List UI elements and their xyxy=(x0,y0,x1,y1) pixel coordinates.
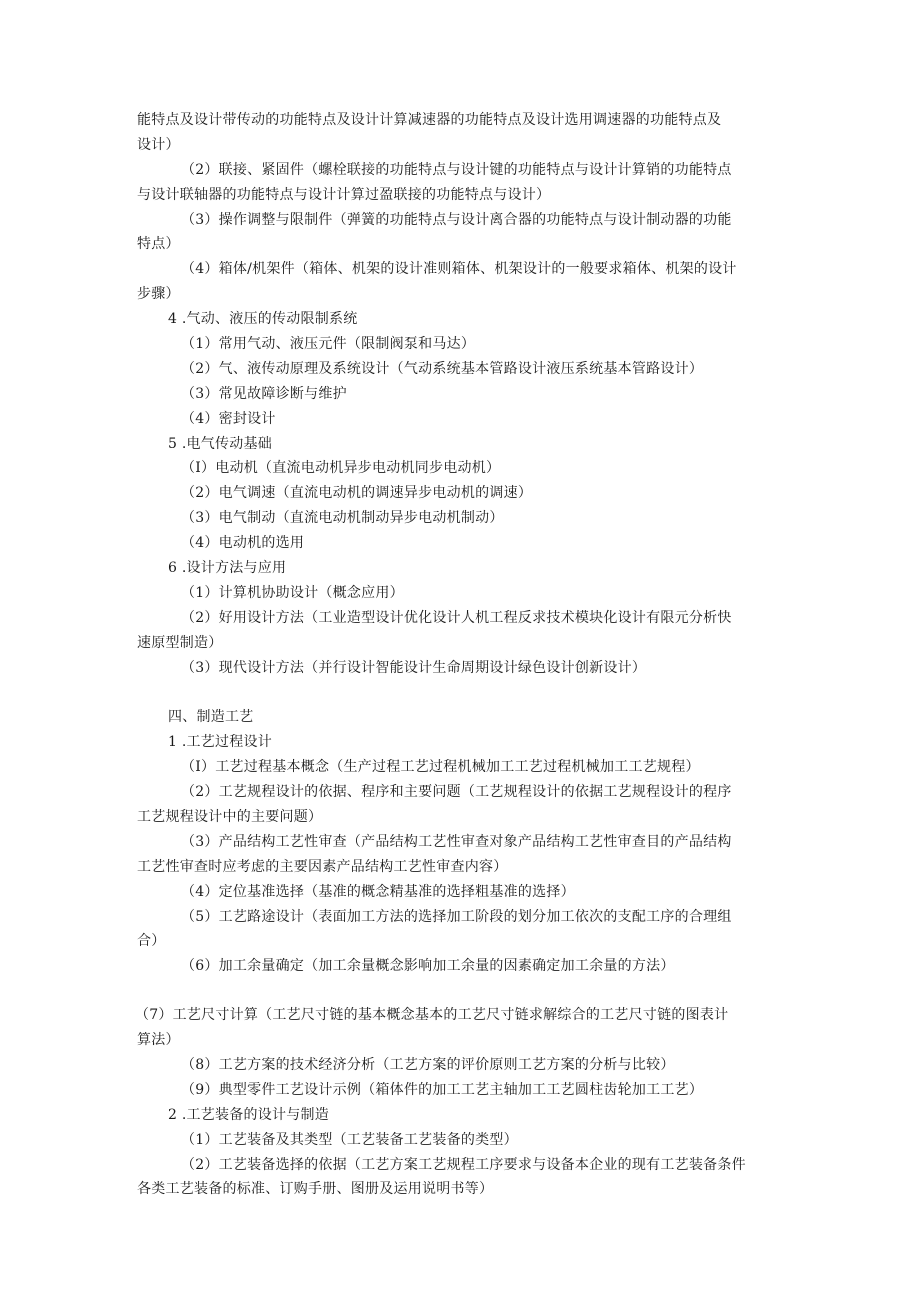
text-line: 设计） xyxy=(137,136,180,153)
list-item: （3）产品结构工艺性审查（产品结构工艺性审查对象产品结构工艺性审查目的产品结构 xyxy=(181,833,732,850)
list-item: （1）常用气动、液压元件（限制阀泵和马达） xyxy=(181,336,476,353)
list-item: （1）计算机协助设计（概念应用） xyxy=(181,584,404,601)
blank-line xyxy=(137,680,787,705)
list-item: （4）密封设计 xyxy=(181,410,276,427)
text-line: 特点） xyxy=(137,236,180,253)
text-line: 能特点及设计带传动的功能特点及设计计算减速器的功能特点及设计选用调速器的功能特点及 xyxy=(137,112,722,128)
list-item: （6）加工余量确定（加工余量概念影响加工余量的因素确定加工余量的方法） xyxy=(181,958,675,975)
list-item: （2）电气调速（直流电动机的调速异步电动机的调速） xyxy=(181,485,533,502)
list-item: （1）工艺装备及其类型（工艺装备工艺装备的类型） xyxy=(181,1131,518,1148)
text-line: 工艺规程设计中的主要问题） xyxy=(137,808,323,825)
list-item: （2）工艺规程设计的依据、程序和主要问题（工艺规程设计的依据工艺规程设计的程序 xyxy=(181,784,732,801)
list-item: （4）电动机的选用 xyxy=(181,535,305,552)
text-line: 算法） xyxy=(137,1032,180,1049)
list-item: （8）工艺方案的技术经济分析（工艺方案的评价原则工艺方案的分析与比较） xyxy=(181,1056,675,1073)
list-item: （3）操作调整与限制件（弹簧的功能特点与设计离合器的功能特点与设计制动器的功能 xyxy=(181,211,732,228)
text-line: 各类工艺装备的标准、订购手册、图册及运用说明书等） xyxy=(137,1181,494,1198)
list-item: （2）气、液传动原理及系统设计（气动系统基本管路设计液压系统基本管路设计） xyxy=(181,360,704,377)
list-item: （3）常见故障诊断与维护 xyxy=(181,385,347,402)
list-item: （2）好用设计方法（工业造型设计优化设计人机工程反求技术模块化设计有限元分析快 xyxy=(181,609,732,626)
list-item: （I）工艺过程基本概念（生产过程工艺过程机械加工工艺过程机械加工工艺规程） xyxy=(181,759,700,776)
chapter-heading: 四、制造工艺 xyxy=(168,709,254,726)
text-line: 合） xyxy=(137,933,166,950)
list-item: （4）定位基准选择（基准的概念精基准的选择粗基准的选择） xyxy=(181,883,575,900)
list-item: （I）电动机（直流电动机异步电动机同步电动机） xyxy=(181,460,501,477)
list-item: （4）箱体/机架件（箱体、机架的设计准则箱体、机架设计的一般要求箱体、机架的设计 xyxy=(181,261,737,278)
blank-line xyxy=(137,979,787,1003)
text-line: 步骤） xyxy=(137,286,180,303)
document-page xyxy=(137,108,787,1202)
text-line: 工艺性审查时应考虑的主要因素产品结构工艺性审查内容） xyxy=(137,858,508,875)
section-heading: 1 .工艺过程设计 xyxy=(168,734,273,751)
section-heading: 6 .设计方法与应用 xyxy=(168,560,287,577)
list-item: （9）典型零件工艺设计示例（箱体件的加工工艺主轴加工工艺圆柱齿轮加工工艺） xyxy=(181,1081,704,1098)
list-item: （3）电气制动（直流电动机制动异步电动机制动） xyxy=(181,510,504,527)
text-line: 速原型制造） xyxy=(137,634,223,651)
list-item: （2）联接、紧固件（螺栓联接的功能特点与设计键的功能特点与设计计算销的功能特点 xyxy=(181,161,732,178)
list-item: （3）现代设计方法（并行设计智能设计生命周期设计绿色设计创新设计） xyxy=(181,659,647,676)
section-heading: 2 .工艺装备的设计与制造 xyxy=(168,1106,330,1123)
list-item: （5）工艺路途设计（表面加工方法的选择加工阶段的划分加工依次的支配工序的合理组 xyxy=(181,908,732,925)
section-heading: 4 .气动、液压的传动限制系统 xyxy=(168,311,358,328)
text-line: 与设计联轴器的功能特点与设计计算过盈联接的功能特点与设计） xyxy=(137,186,551,203)
list-item: （7）工艺尺寸计算（工艺尺寸链的基本概念基本的工艺尺寸链求解综合的工艺尺寸链的图表计 xyxy=(135,1007,729,1024)
list-item: （2）工艺装备选择的依据（工艺方案工艺规程工序要求与设备本企业的现有工艺装备条件 xyxy=(181,1156,746,1173)
section-heading: 5 .电气传动基础 xyxy=(168,435,273,452)
